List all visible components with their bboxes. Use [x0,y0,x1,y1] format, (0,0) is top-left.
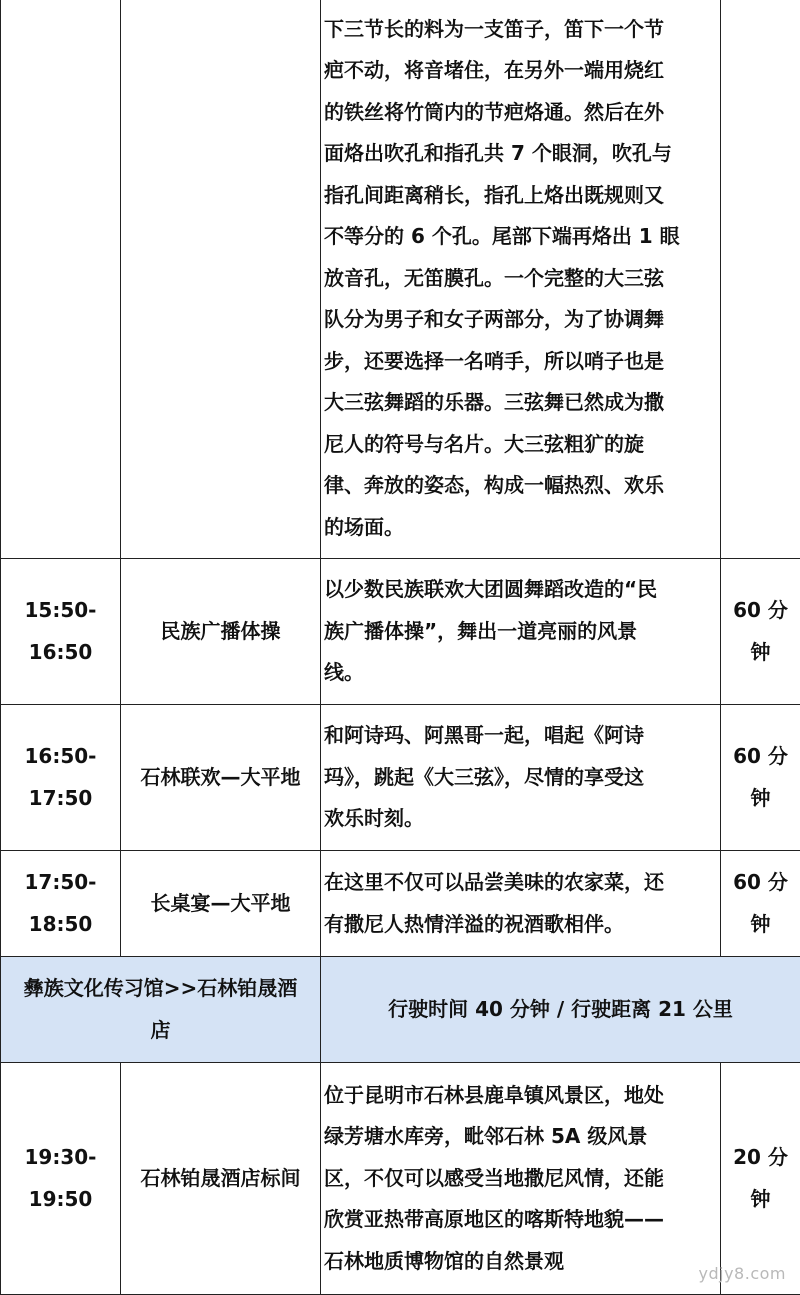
table-row [1,705,800,851]
description-cell: 下三节长的料为一支笛子，笛下一个节 疤不动，将音堵住，在另外一端用烧红 的铁丝将竹筒内的节疤烙通。然后在外 面烙出吹孔和指孔共 7 个眼洞，吹孔与 指孔间距离稍长，指孔上烙出既规则又 不等分的 6 个孔。尾部下端再烙出 1 眼 放音孔，无笛膜孔。一个完整的大三弦 队分为男子和女子两部分，为了协调舞 步，还要选择一名哨手，所以哨子也是 大三弦舞蹈的乐器。三弦舞已然成为撒 尼人的符号与名片。大三弦粗犷的旋 律、奔放的姿态，构成一幅热烈、欢乐 的场面。 [321,0,721,559]
activity-name-cell: 民族广播体操 [121,559,321,705]
watermark: ydjy8.com [699,1264,786,1283]
activity-name-cell [121,0,321,559]
time-cell [1,0,121,559]
description-cell: 和阿诗玛、阿黑哥一起，唱起《阿诗 玛》，跳起《大三弦》，尽情的享受这 欢乐时刻。 [321,705,721,851]
duration-cell [721,0,800,559]
table-row [1,0,800,559]
time-cell: 17:50- 18:50 [1,851,121,957]
table-row [1,851,800,957]
duration-cell: 60 分 钟 [721,851,800,957]
table-row [1,559,800,705]
duration-cell: 60 分 钟 [721,559,800,705]
activity-name-cell: 石林联欢—大平地 [121,705,321,851]
route-cell: 彝族文化传习馆>>石林铂晟酒 店 [1,957,321,1063]
route-row [1,957,800,1063]
time-cell: 16:50- 17:50 [1,705,121,851]
table-row [1,1063,800,1295]
route-info-cell: 行驶时间 40 分钟 / 行驶距离 21 公里 [321,957,800,1063]
time-cell: 15:50- 16:50 [1,559,121,705]
description-cell: 位于昆明市石林县鹿阜镇风景区，地处 绿芳塘水库旁，毗邻石林 5A 级风景 区，不仅可以感受当地撒尼风情，还能 欣赏亚热带高原地区的喀斯特地貌—— 石林地质博物馆的自然景观 [321,1063,721,1295]
description-cell: 以少数民族联欢大团圆舞蹈改造的“民 族广播体操”，舞出一道亮丽的风景 线。 [321,559,721,705]
duration-cell: 60 分 钟 [721,705,800,851]
activity-name-cell: 石林铂晟酒店标间 [121,1063,321,1295]
duration-cell: 20 分 钟 [721,1063,800,1295]
description-cell: 在这里不仅可以品尝美味的农家菜，还 有撒尼人热情洋溢的祝酒歌相伴。 [321,851,721,957]
activity-name-cell: 长桌宴—大平地 [121,851,321,957]
time-cell: 19:30- 19:50 [1,1063,121,1295]
